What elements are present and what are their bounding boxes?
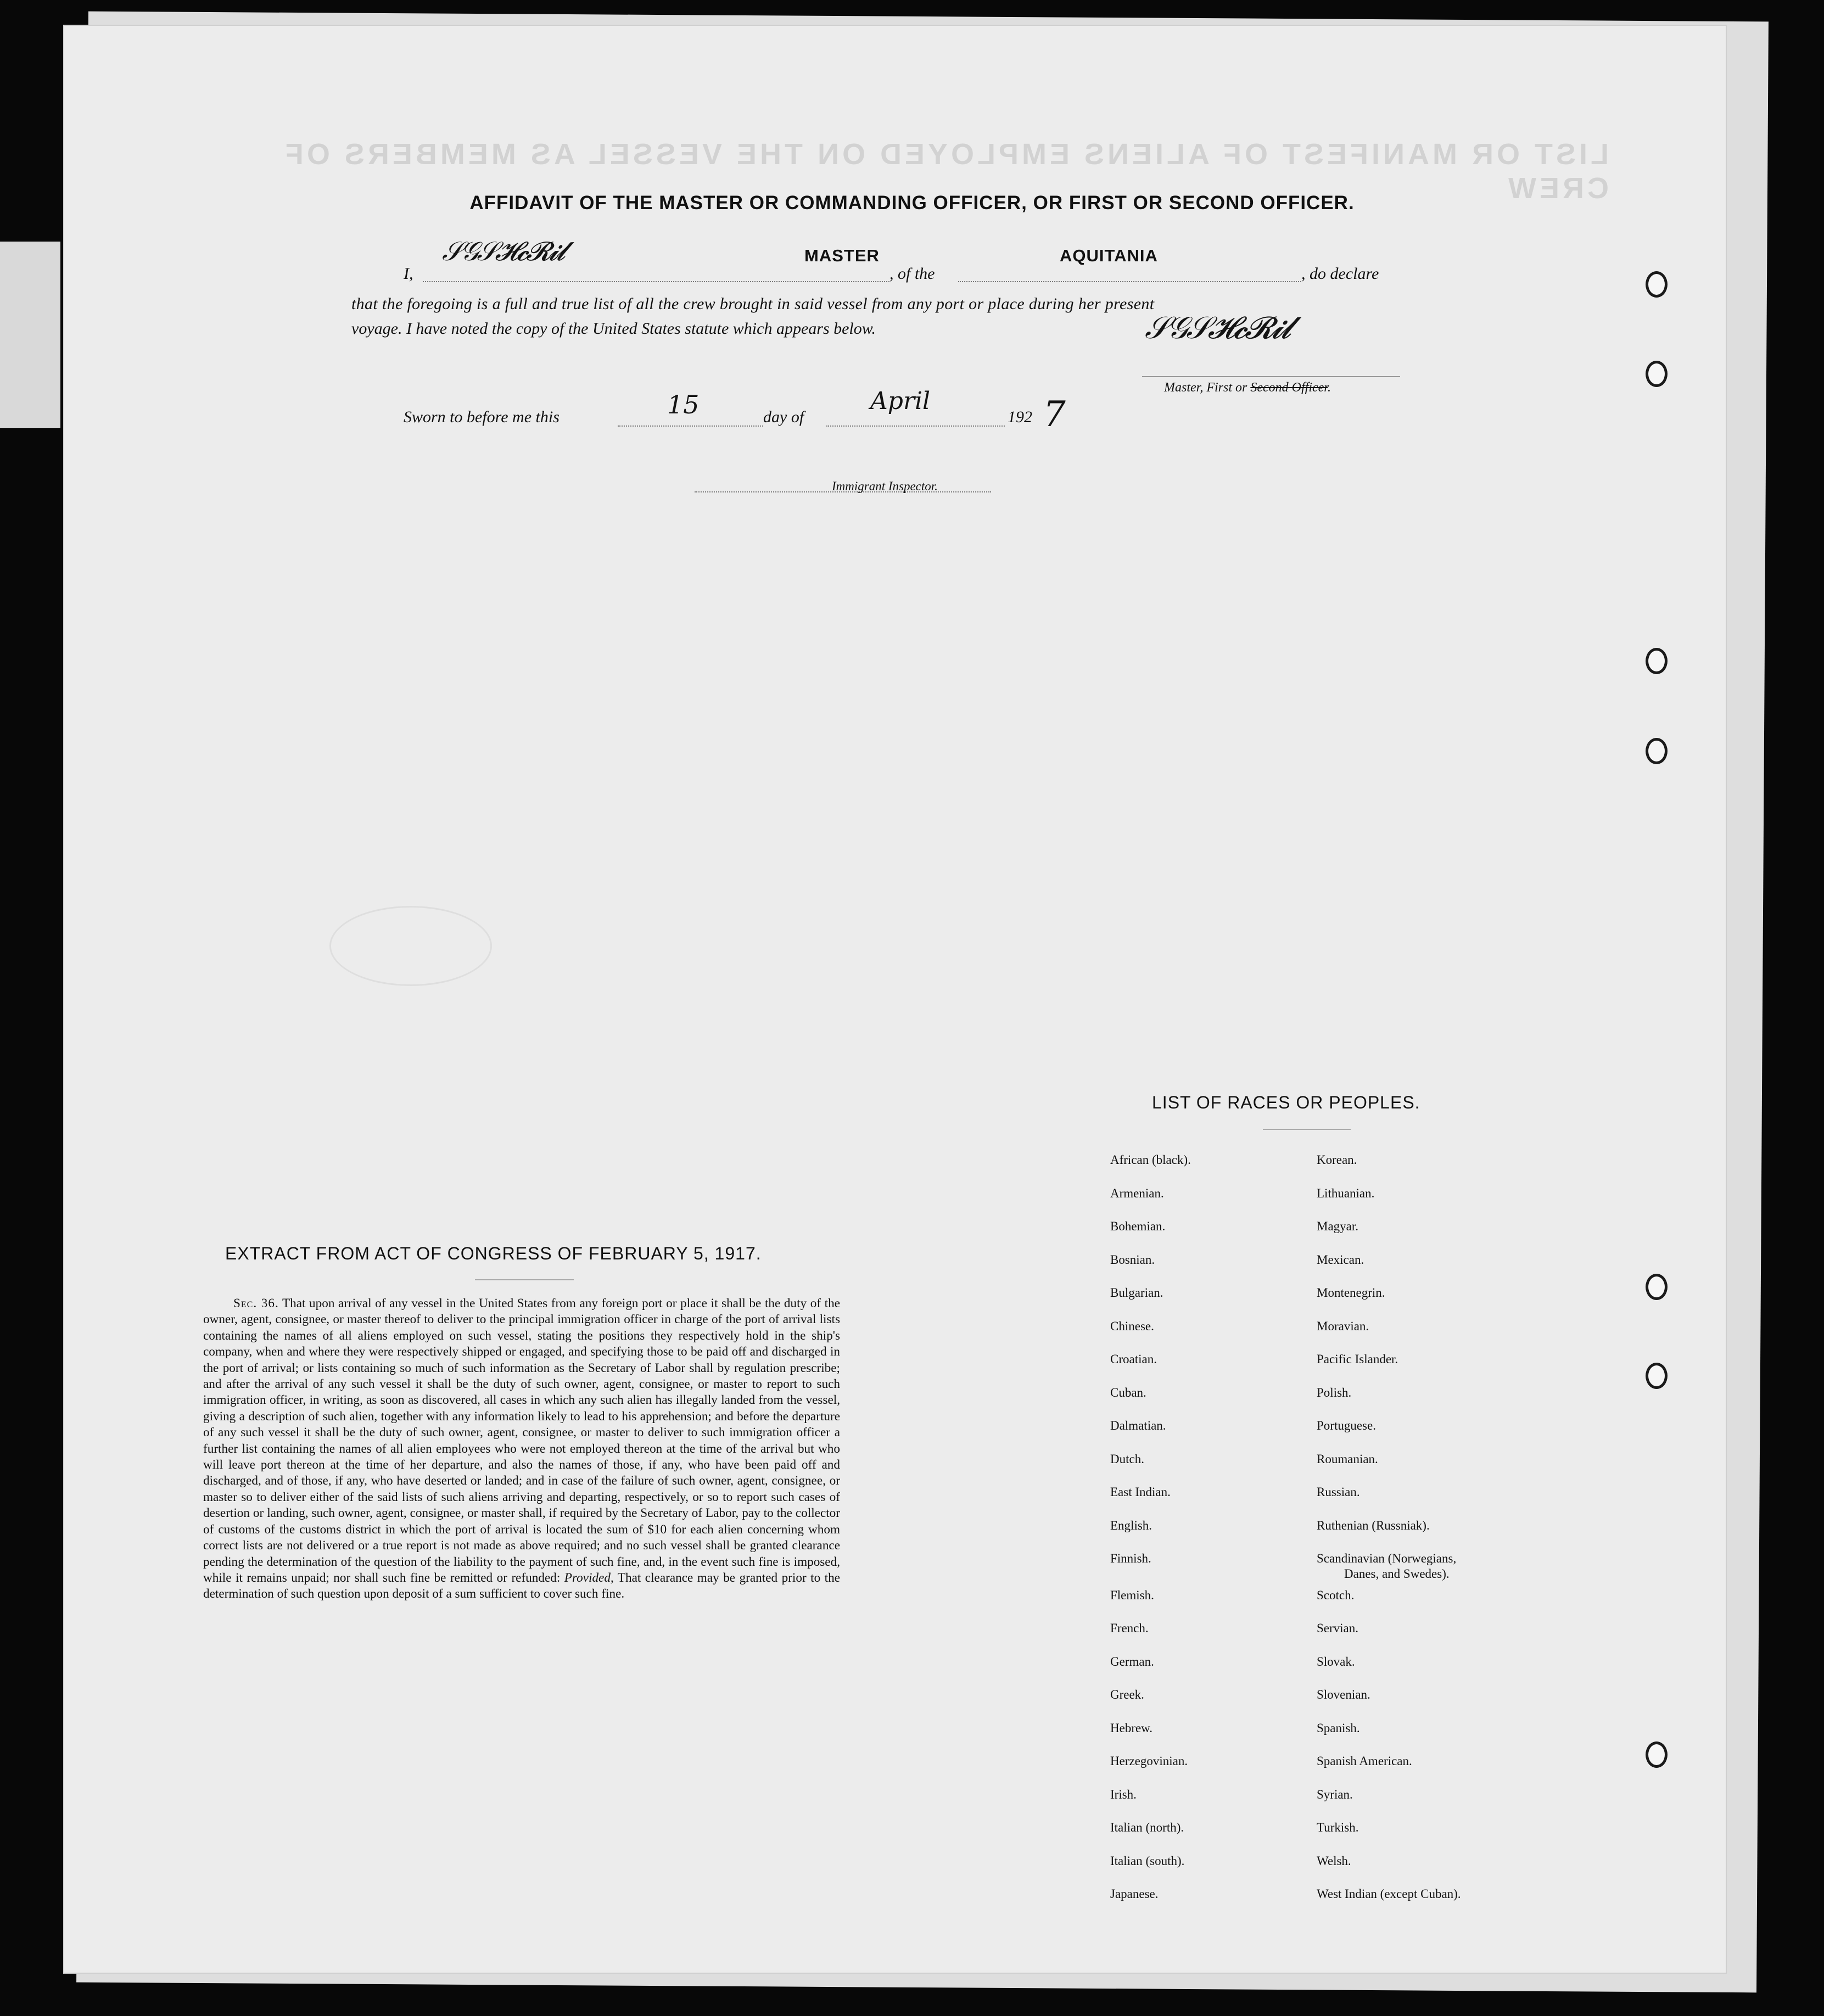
race-item: Italian (north). [1110,1821,1184,1834]
race-item: Portuguese. [1317,1419,1376,1432]
binder-hole-icon [1646,648,1668,674]
race-item: Italian (south). [1110,1854,1185,1868]
sworn-month-line [826,425,1005,427]
binder-hole-icon [1646,738,1668,764]
race-item: Scotch. [1317,1588,1355,1602]
race-item: Welsh. [1317,1854,1351,1868]
race-item: Russian. [1317,1485,1360,1499]
master-signature: 𝒮𝒢𝒮𝓗𝓬𝓡𝓲𝓵 [1145,310,1290,346]
affidavit-title: AFFIDAVIT OF THE MASTER OR COMMANDING OFFICER, OR FIRST OR SECOND OFFICER. [469,192,1355,214]
section-label: Sec. 36. [233,1296,279,1311]
race-item: Armenian. [1110,1186,1164,1200]
signature-caption-prefix: Master, First or [1164,380,1251,395]
race-item: East Indian. [1110,1485,1171,1499]
race-item: Bohemian. [1110,1219,1166,1233]
race-item: Korean. [1317,1153,1357,1167]
sworn-month: April [870,387,931,415]
left-edge-documents [0,242,60,428]
vessel-name: AQUITANIA [1060,246,1158,265]
sworn-day-line [618,425,763,427]
race-item: Dutch. [1110,1452,1144,1466]
race-item: Chinese. [1110,1319,1154,1333]
race-item: Japanese. [1110,1887,1159,1901]
proviso-label: Provided, [564,1570,614,1585]
sworn-day-of: day of [763,408,804,426]
bleed-through-text: LIST OR MANIFEST OF ALIENS EMPLOYED ON THE VESSEL AS MEMBERS OF CREW [282,138,1609,205]
race-item: Spanish American. [1317,1754,1412,1768]
declarant-line [423,281,889,282]
race-item: Polish. [1317,1386,1352,1399]
race-item: Flemish. [1110,1588,1154,1602]
declarant-prefix: I, [404,265,413,283]
signature-caption-struck: Second Officer [1250,380,1328,395]
binder-hole-icon [1646,361,1668,387]
extract-text: That upon arrival of any vessel in the United States from any foreign port or place it shall be the duty of the owner, agent, consignee, or master thereof to deliver to the principal immigration officer in charge of the port of arrival lists containing the names of all aliens employed on such vessel, stating the positions they respectively hold in the ship's company, when and where they were respectively shipped or engaged, and specifying those to be paid off and discharged in the port of arrival; or lists containing so much of such information as the Secretary of Labor shall by regulation prescribe; and after the arrival of any such vessel it shall be the duty of such owner, agent, consignee, or master to report to such immigration officer, in writing, as soon as discovered, all cases in which any such alien has illegally landed from the vessel, giving a description of such alien, together with any information likely to lead to his apprehension; and before the departure of any such vessel it shall be the duty of such owner, agent, consignee, or master to deliver to such immigration officer a further list containing the names of all alien employees who were not employed thereon at the time of the arrival but who will leave port thereon at the time of her departure, and also the names of those, if any, who have been paid off and discharged, and of those, if any, who have deserted or landed; and in case of the failure of such owner, agent, consignee, or master so to deliver either of the said lists of such aliens arriving and departing, respectively, or so to report such cases of desertion or landing, such owner, agent, consignee, or master shall, if required by the Secretary of Labor, pay to the collector of customs of the customs district in which the port of arrival is located the sum of $10 for each alien concerning whom correct lists are not delivered or a true report is not made as above required; and no such vessel shall be granted clearance pending the determination of the question of the liability to the payment of such fine, and, in the event such fine is imposed, while it remains unpaid; nor shall such fine be remitted or refunded: [203,1296,840,1585]
race-item: Pacific Islander. [1317,1352,1398,1366]
race-item: Finnish. [1110,1552,1151,1565]
extract-body [203,1296,840,1603]
race-item: Spanish. [1317,1721,1360,1735]
race-item-continued: Danes, and Swedes). [1344,1567,1450,1581]
proviso-text: That clearance may be granted prior to the determination of such question upon deposit of a sum sufficient to cover such fine. [203,1570,841,1601]
do-declare-text: , do declare [1301,265,1379,283]
document-sheet [63,25,1727,1974]
extract-title: EXTRACT FROM ACT OF CONGRESS OF FEBRUARY 5, 1917. [225,1244,762,1263]
affidavit-line3: voyage. I have noted the copy of the United States statute which appears below. [351,320,876,338]
binder-hole-icon [1646,1363,1668,1389]
race-item: Mexican. [1317,1253,1364,1267]
race-item: Turkish. [1317,1821,1359,1834]
binder-hole-icon [1646,271,1668,298]
race-item: African (black). [1110,1153,1191,1167]
race-item: Montenegrin. [1317,1286,1385,1300]
race-item: Lithuanian. [1317,1186,1375,1200]
race-item: Greek. [1110,1688,1144,1701]
race-item: English. [1110,1519,1152,1532]
race-item: German. [1110,1655,1154,1668]
race-item: Slovak. [1317,1655,1355,1668]
race-item: Herzegovinian. [1110,1754,1188,1768]
race-item: Hebrew. [1110,1721,1153,1735]
sworn-year-suffix: 7 [1043,394,1066,435]
race-item: Servian. [1317,1621,1359,1635]
race-item: Cuban. [1110,1386,1146,1399]
rank-value: MASTER [804,246,880,265]
binder-hole-icon [1646,1741,1668,1768]
of-the-text: , of the [889,265,935,283]
races-title-rule [1263,1129,1351,1130]
inspector-caption: Immigrant Inspector. [832,479,938,493]
race-item: Dalmatian. [1110,1419,1166,1432]
affidavit-line2: that the foregoing is a full and true list of all the crew brought in said vessel from any port or place during her present [351,295,1155,313]
race-item: Slovenian. [1317,1688,1370,1701]
sworn-year-prefix: 192 [1008,408,1032,426]
race-item: Syrian. [1317,1788,1353,1801]
race-item: Moravian. [1317,1319,1369,1333]
master-signature-line1: 𝒮𝒢𝒮𝓗𝓬𝓡𝓲𝓵 [442,236,564,267]
faint-stamp [329,906,492,986]
race-item: Ruthenian (Russniak). [1317,1519,1430,1532]
signature-caption-suffix: . [1327,380,1331,395]
race-item: West Indian (except Cuban). [1317,1887,1461,1901]
race-item: Bulgarian. [1110,1286,1163,1300]
sworn-day: 15 [667,390,700,419]
race-item: Roumanian. [1317,1452,1378,1466]
signature-line [1142,376,1400,377]
race-item: Scandinavian (Norwegians, [1317,1552,1457,1565]
race-item: Croatian. [1110,1352,1157,1366]
races-title: LIST OF RACES OR PEOPLES. [1152,1093,1420,1112]
race-item: Bosnian. [1110,1253,1155,1267]
race-item: French. [1110,1621,1149,1635]
race-item: Irish. [1110,1788,1137,1801]
sworn-prefix: Sworn to before me this [404,408,559,426]
signature-caption [1164,380,1331,395]
vessel-line [958,281,1301,282]
extract-title-rule [475,1279,574,1280]
race-item: Magyar. [1317,1219,1359,1233]
binder-hole-icon [1646,1274,1668,1300]
